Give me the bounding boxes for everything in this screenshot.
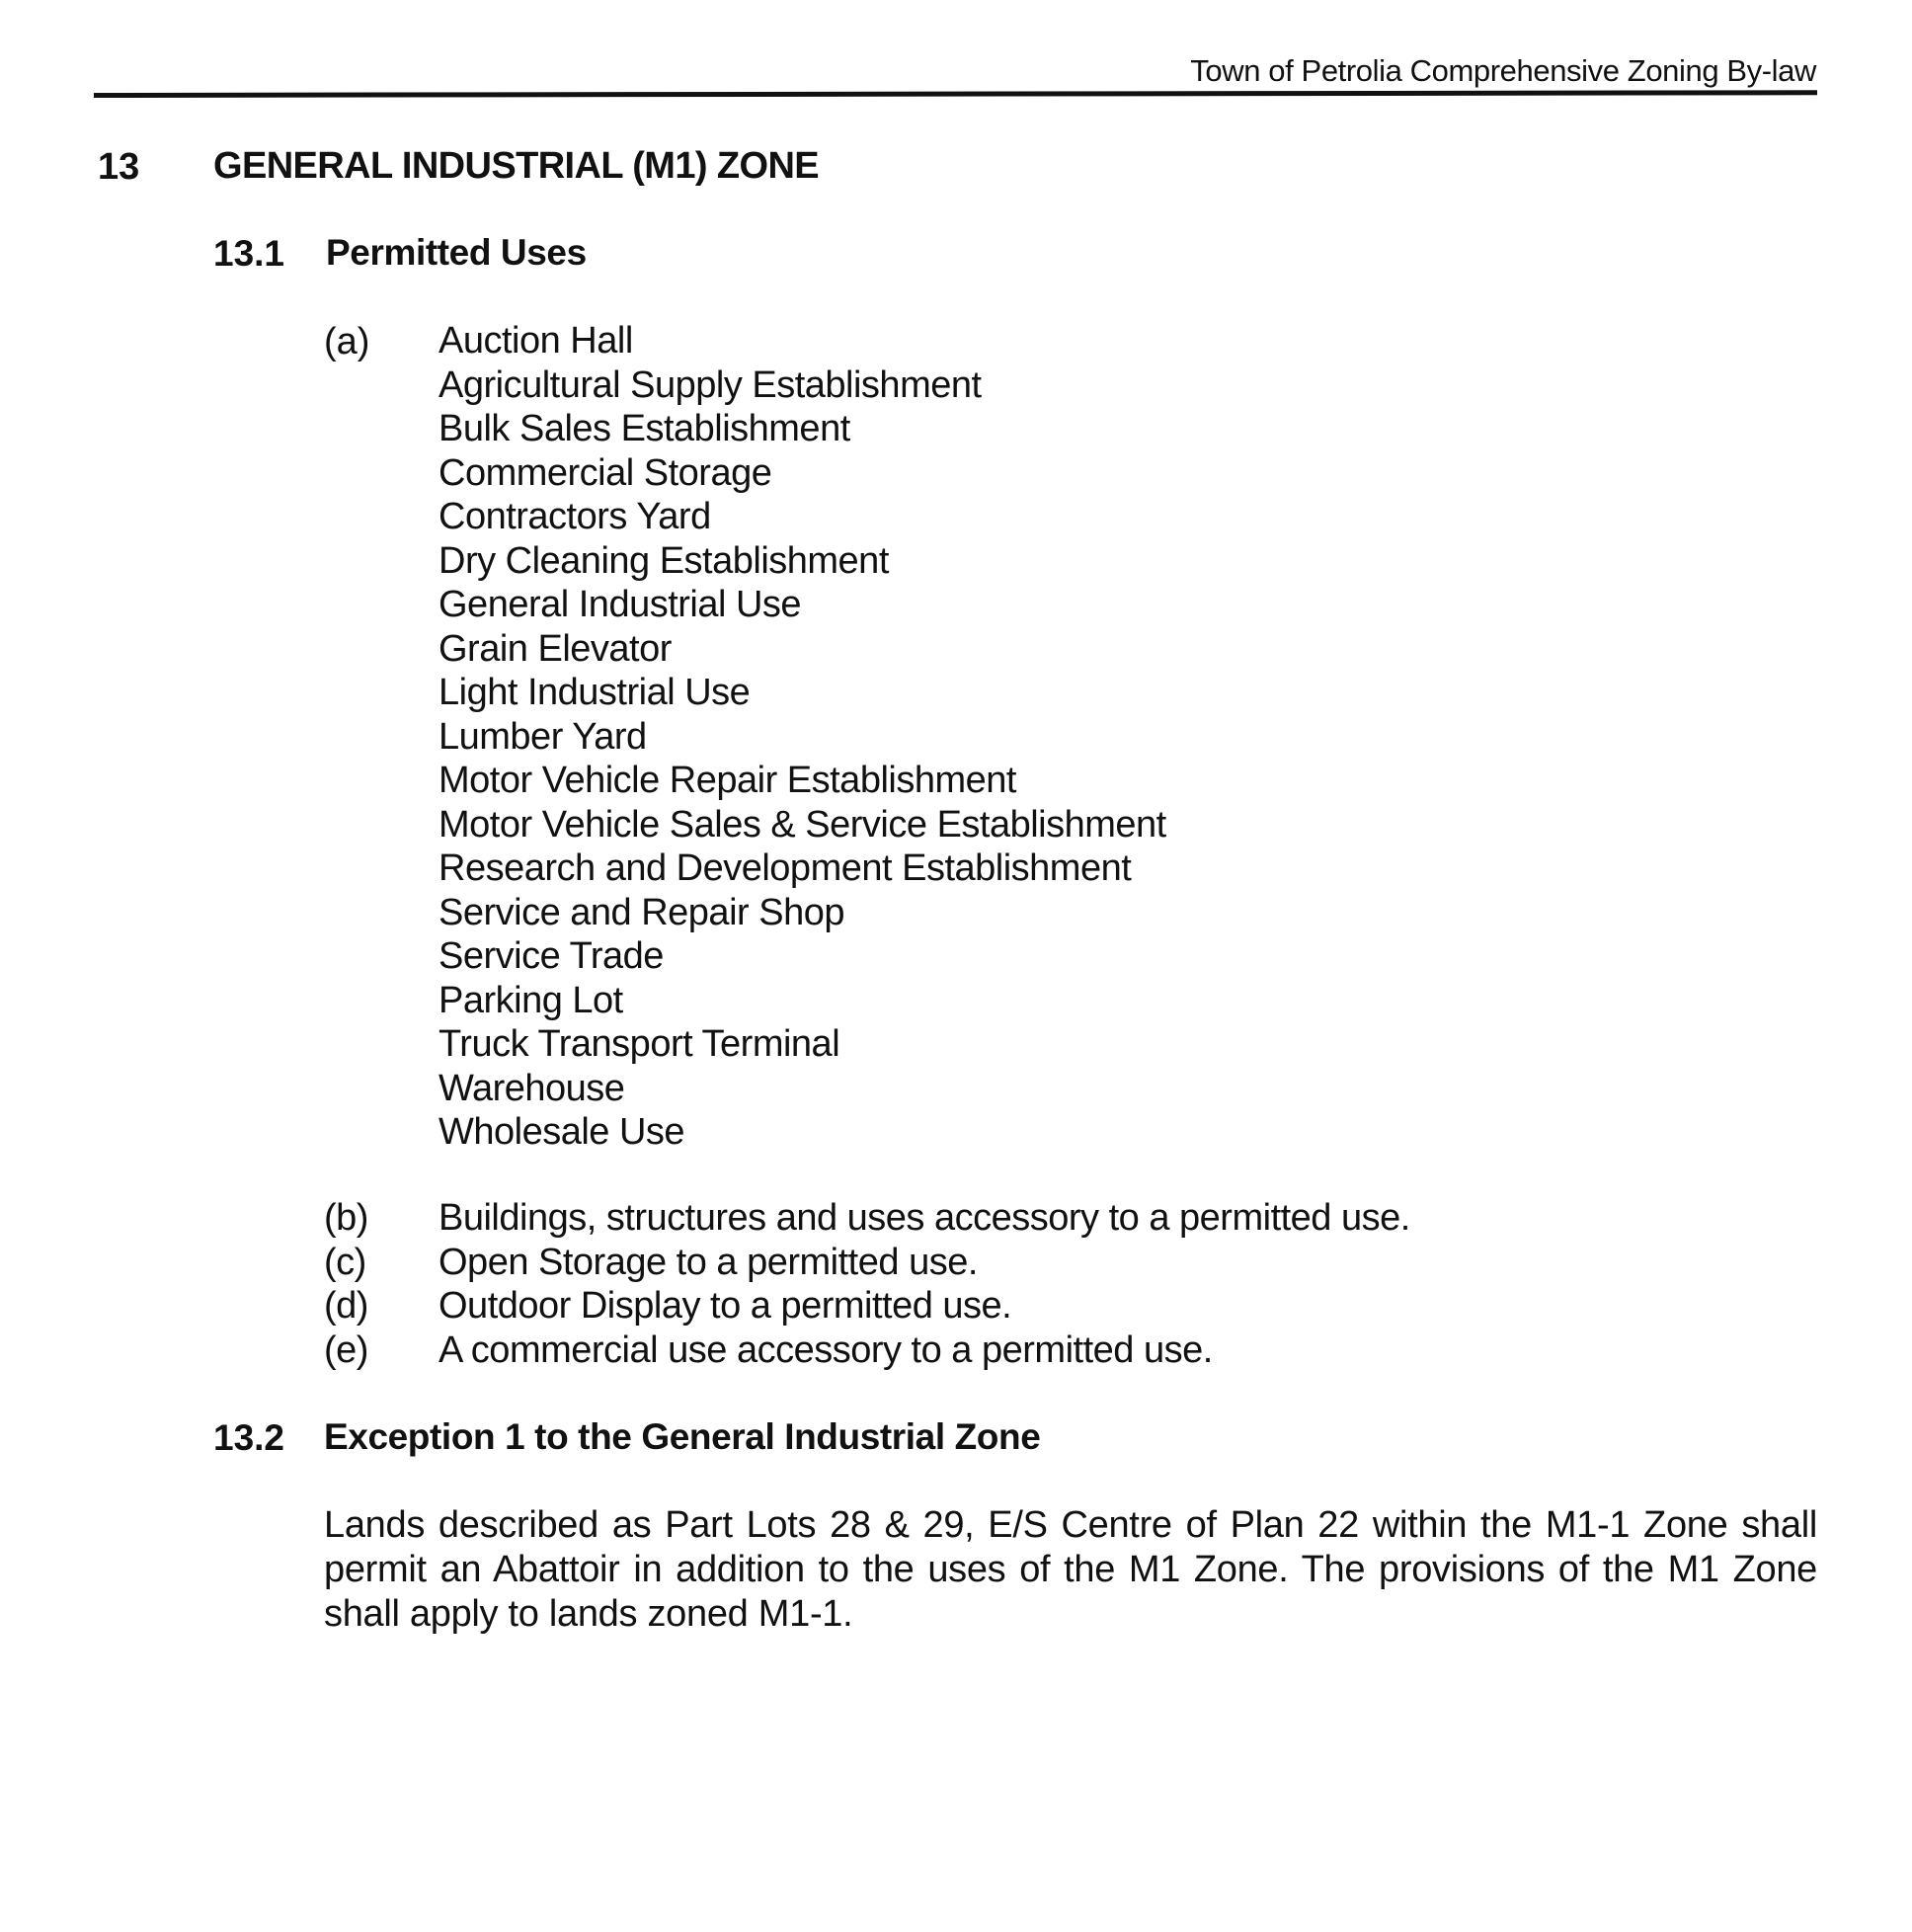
- item-marker: (e): [324, 1328, 368, 1371]
- list-item: Motor Vehicle Repair Establishment: [438, 760, 1016, 801]
- item-marker: (c): [324, 1241, 366, 1283]
- list-item: Bulk Sales Establishment: [438, 408, 850, 449]
- item-text: Open Storage to a permitted use.: [438, 1241, 978, 1283]
- list-item: General Industrial Use: [438, 584, 802, 625]
- list-item: Truck Transport Terminal: [438, 1023, 840, 1065]
- list-item: Light Industrial Use: [438, 672, 751, 713]
- section-title-permitted-uses: Permitted Uses: [326, 232, 587, 273]
- section-title-exception-1: Exception 1 to the General Industrial Zone: [324, 1416, 1041, 1457]
- permitted-uses-list: [438, 319, 1166, 1155]
- list-item: Research and Development Establishment: [438, 847, 1132, 889]
- list-item: Grain Elevator: [438, 627, 672, 670]
- list-item: [324, 1196, 1410, 1241]
- list-item: Commercial Storage: [438, 451, 772, 494]
- list-item: [324, 1284, 1410, 1328]
- list-item: Service Trade: [438, 935, 664, 977]
- list-item: Agricultural Supply Establishment: [438, 363, 982, 406]
- section-number-13-1: 13.1: [213, 233, 285, 274]
- list-item: Service and Repair Shop: [438, 891, 844, 933]
- list-item: Parking Lot: [438, 979, 623, 1021]
- item-marker: (b): [324, 1197, 368, 1239]
- list-item: [324, 1328, 1410, 1373]
- header-rule: [94, 90, 1817, 98]
- item-text: Outdoor Display to a permitted use.: [438, 1285, 1012, 1327]
- item-marker: (d): [324, 1285, 368, 1327]
- list-item: Wholesale Use: [438, 1111, 685, 1153]
- chapter-title: GENERAL INDUSTRIAL (M1) ZONE: [213, 145, 820, 187]
- list-item: Dry Cleaning Establishment: [438, 539, 889, 582]
- list-item: Motor Vehicle Sales & Service Establishment: [438, 803, 1166, 845]
- chapter-number: 13: [98, 146, 140, 188]
- running-header: Town of Petrolia Comprehensive Zoning By-law: [1190, 53, 1816, 88]
- other-permitted-items: [324, 1196, 1410, 1372]
- list-item: Warehouse: [438, 1067, 625, 1109]
- list-item: Contractors Yard: [438, 496, 711, 537]
- list-item: [324, 1241, 1410, 1285]
- item-text: Buildings, structures and uses accessory to a permitted use.: [438, 1197, 1410, 1239]
- list-item: Lumber Yard: [438, 715, 647, 758]
- list-item: Auction Hall: [438, 320, 633, 362]
- exception-paragraph: Lands described as Part Lots 28 & 29, E/S Centre of Plan 22 within the M1-1 Zone shall permit an Abattoir in addition to the uses of the M1 Zone. The provisions of the M1 Zone shall apply to lands zoned M1-1.: [324, 1504, 1817, 1635]
- section-number-13-2: 13.2: [213, 1417, 285, 1458]
- list-marker-a: (a): [324, 321, 370, 362]
- item-text: A commercial use accessory to a permitted use.: [438, 1328, 1213, 1371]
